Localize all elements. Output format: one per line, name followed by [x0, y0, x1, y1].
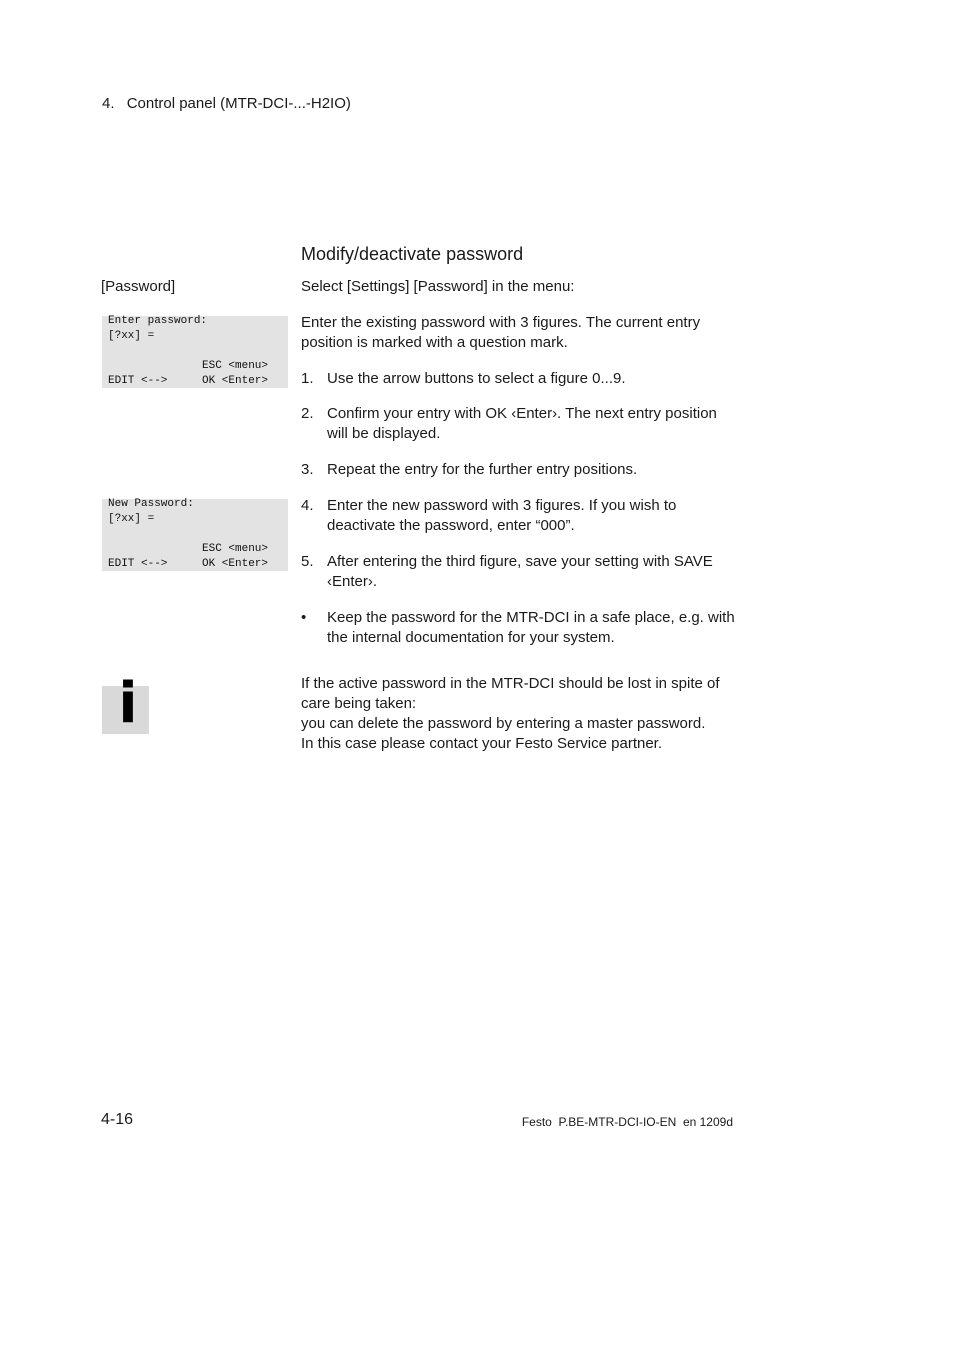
display-esc-label: ESC <menu> — [202, 360, 269, 372]
display-line-2: [?xx] = — [108, 513, 155, 525]
info-line-1: If the active password in the MTR-DCI should be lost in spite of care being taken: — [301, 675, 720, 712]
display-enter-password — [102, 316, 288, 388]
step-text: Repeat the entry for the further entry positions. — [327, 461, 638, 478]
section-title: Modify/deactivate password — [301, 244, 524, 264]
display-ok-label: OK <Enter> — [202, 558, 269, 570]
display-line-2: [?xx] = — [108, 330, 155, 342]
step-text: After entering the third figure, save your setting with SAVE ‹Enter›. — [327, 553, 713, 590]
step-text: Use the arrow buttons to select a figure 0...9. — [327, 370, 626, 387]
display-edit-label: EDIT <--> — [108, 558, 168, 570]
display-esc-label: ESC <menu> — [202, 543, 269, 555]
intro-paragraph: Enter the existing password with 3 figures. The current entry position is marked with a question mark. — [301, 314, 701, 351]
info-icon — [102, 671, 149, 736]
chapter-title: Control panel (MTR-DCI-...-H2IO) — [126, 95, 351, 112]
step-number: 2. — [301, 405, 314, 422]
document-id: Festo P.BE-MTR-DCI-IO-EN en 1209d — [521, 1115, 733, 1129]
step-text: Confirm your entry with OK ‹Enter›. The next entry position will be displayed. — [327, 405, 717, 442]
display-edit-label: EDIT <--> — [108, 375, 168, 387]
display-line-1: New Password: — [108, 498, 194, 510]
info-note — [301, 674, 741, 754]
info-line-2: you can delete the password by entering a master password. — [301, 715, 706, 732]
step-item — [301, 404, 741, 444]
menu-path-text: Select [Settings] [Password] in the menu: — [301, 278, 575, 295]
chapter-number: 4. — [102, 95, 115, 112]
display-ok-label: OK <Enter> — [202, 375, 269, 387]
page-number: 4-16 — [101, 1111, 134, 1128]
step-number: 3. — [301, 461, 314, 478]
step-number: 5. — [301, 553, 314, 570]
step-item — [301, 496, 741, 536]
margin-label: [Password] — [101, 278, 176, 295]
info-glyph: i — [118, 671, 138, 736]
bullet-item — [301, 608, 741, 648]
step-number: 1. — [301, 370, 314, 387]
bullet-icon: • — [301, 609, 307, 626]
display-new-password — [102, 499, 288, 571]
info-line-3: In this case please contact your Festo Service partner. — [301, 735, 663, 752]
step-text: Enter the new password with 3 figures. If you wish to deactivate the password, enter “000”. — [327, 497, 677, 534]
step-item — [301, 460, 741, 480]
chapter-header — [102, 94, 351, 114]
step-item — [301, 369, 741, 389]
step-item — [301, 552, 741, 592]
step-number: 4. — [301, 497, 314, 514]
bullet-text: Keep the password for the MTR-DCI in a safe place, e.g. with the internal documentation for your system. — [327, 609, 735, 646]
display-line-1: Enter password: — [108, 315, 208, 327]
